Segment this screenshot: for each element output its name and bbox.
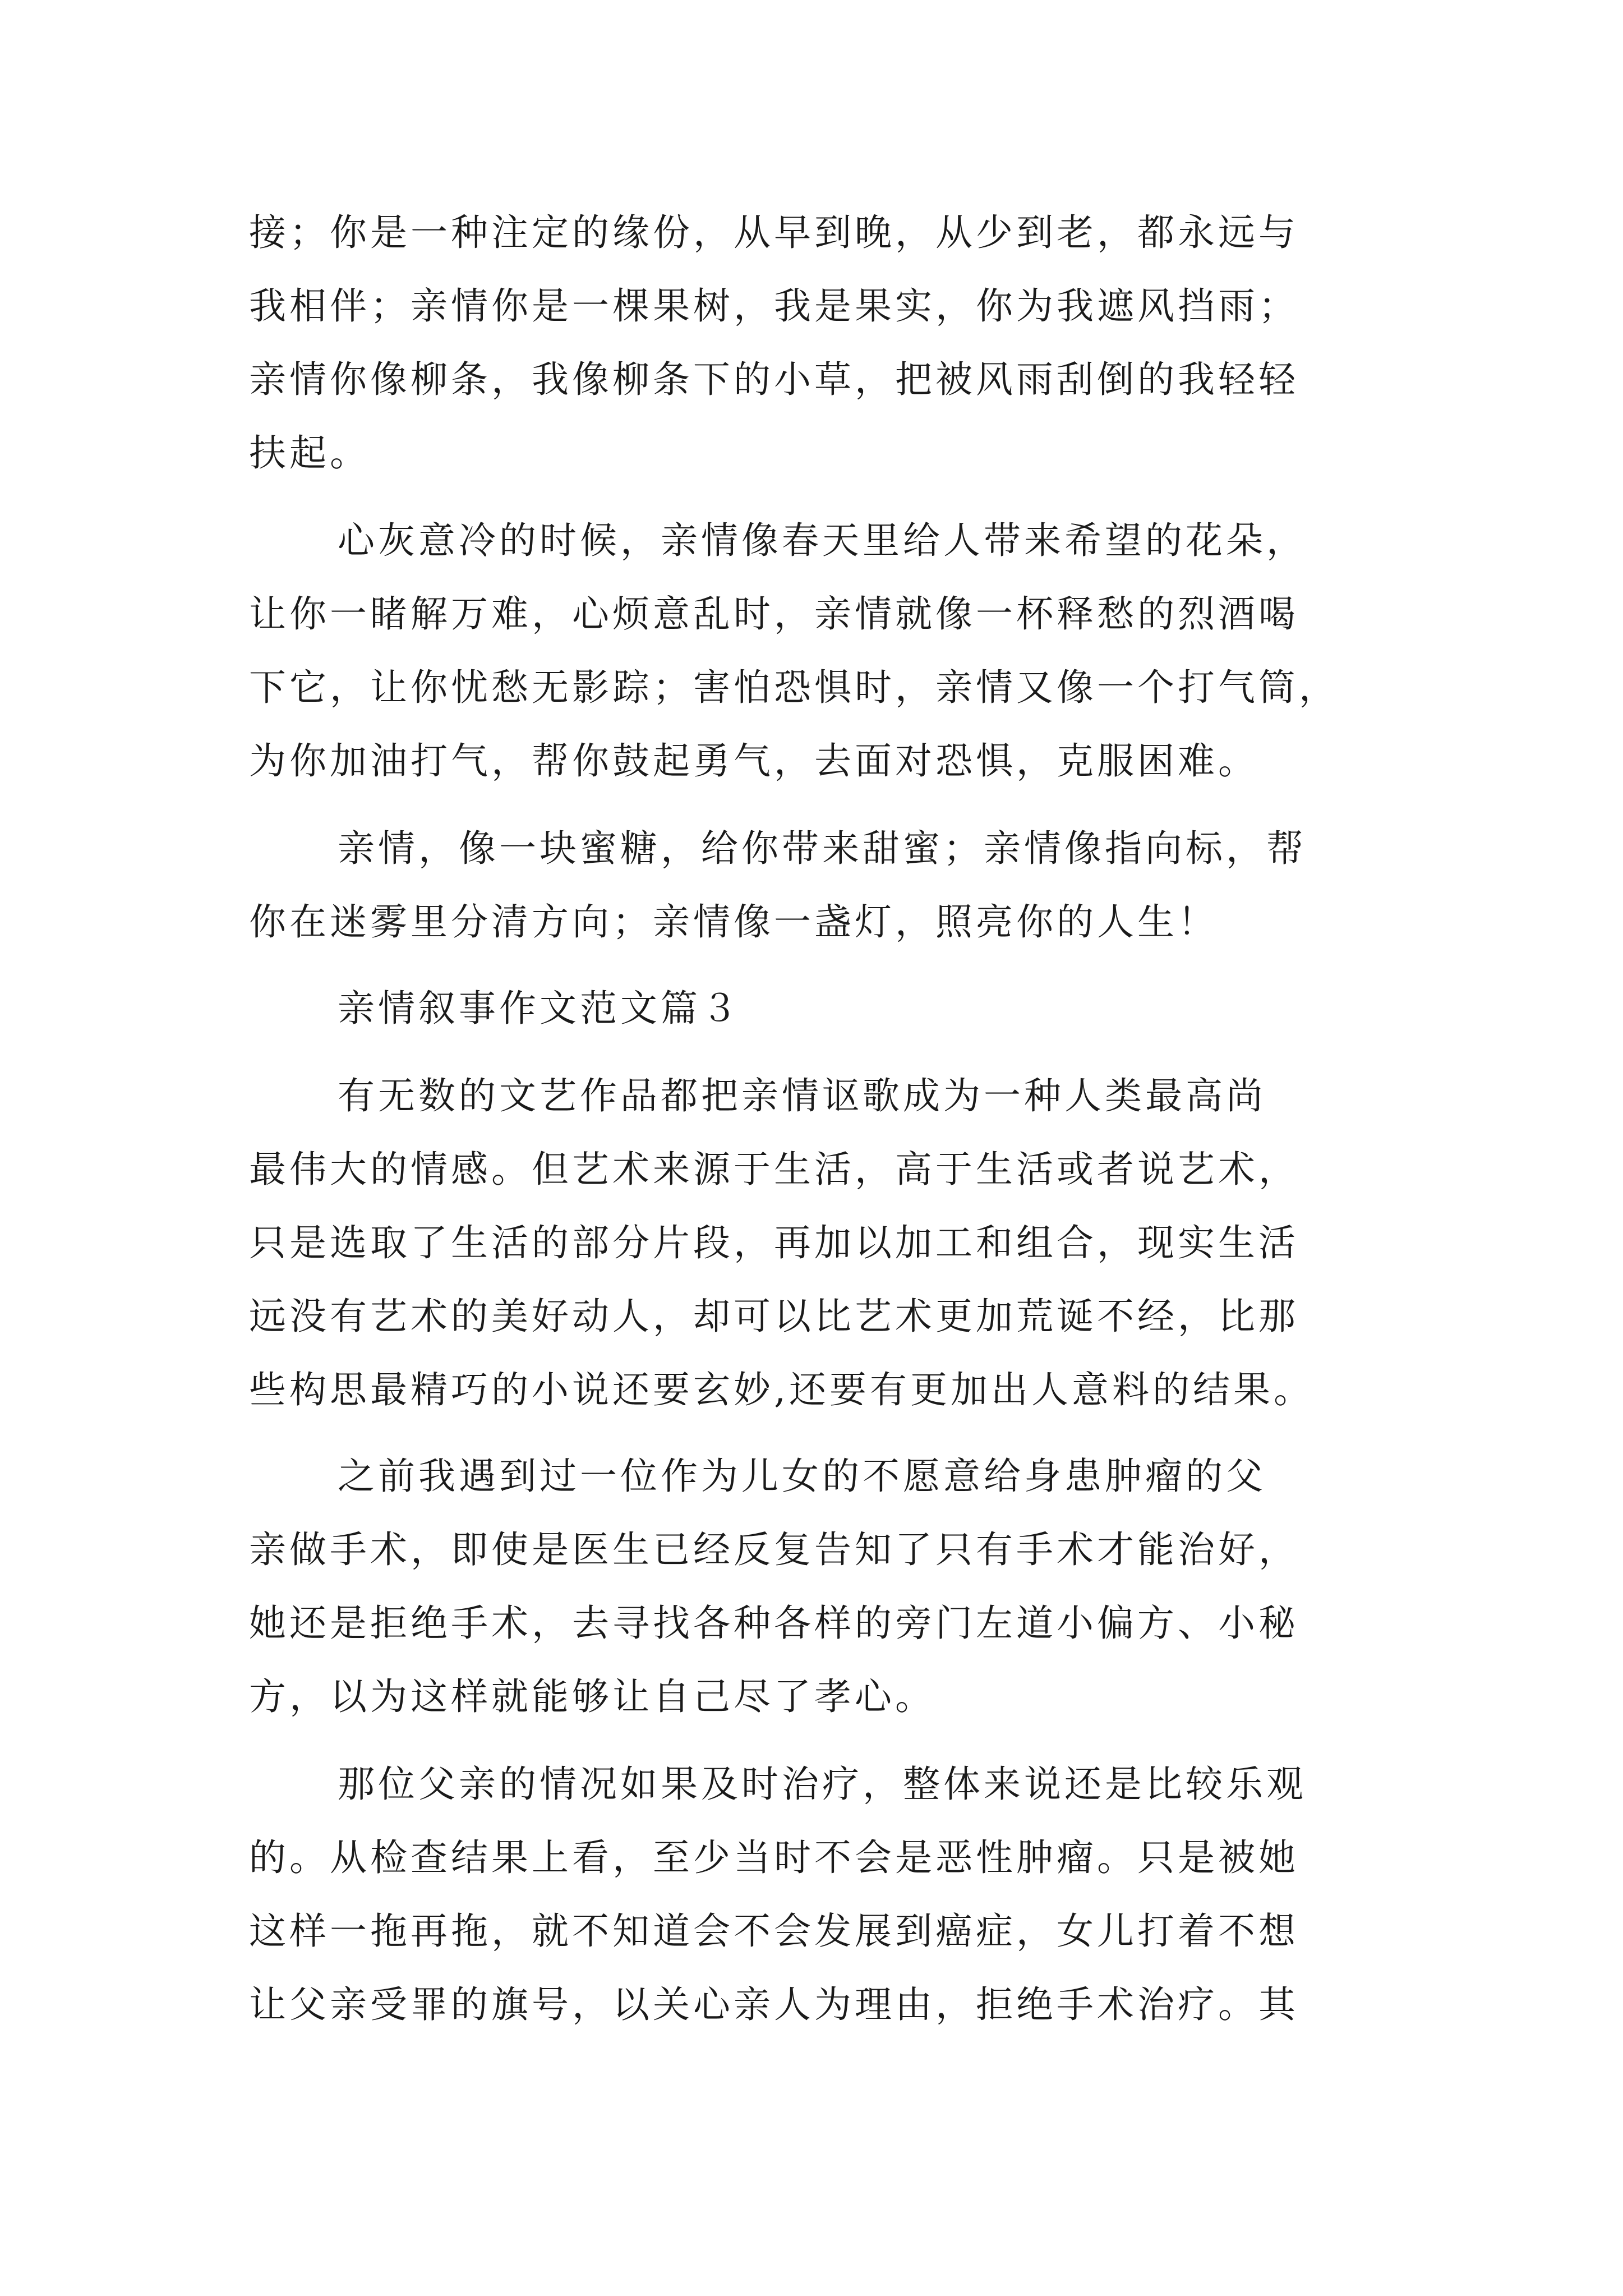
text-line: 最伟大的情感。但艺术来源于生活，高于生活或者说艺术， (249, 1148, 1299, 1191)
text-line: 接；你是一种注定的缘份，从早到晚，从少到老，都永远与 (249, 211, 1299, 254)
text-line: 方，以为这样就能够让自己尽了孝心。 (249, 1675, 935, 1718)
text-line: 有无数的文艺作品都把亲情讴歌成为一种人类最高尚 (338, 1074, 1266, 1117)
text-line: 心灰意冷的时候，亲情像春天里给人带来希望的花朵， (338, 519, 1307, 562)
text-line: 只是选取了生活的部分片段，再加以加工和组合，现实生活 (249, 1221, 1299, 1264)
text-line: 亲情，像一块蜜糖，给你带来甜蜜；亲情像指向标，帮 (338, 827, 1307, 870)
text-line: 你在迷雾里分清方向；亲情像一盏灯，照亮你的人生！ (249, 900, 1218, 944)
section-heading: 亲情叙事作文范文篇３ (338, 987, 741, 1030)
text-line: 之前我遇到过一位作为儿女的不愿意给身患肿瘤的父 (338, 1455, 1266, 1498)
text-line: 些构思最精巧的小说还要玄妙,还要有更加出人意料的结果。 (249, 1368, 1314, 1411)
text-line: 下它，让你忧愁无影踪；害怕恐惧时，亲情又像一个打气筒， (249, 666, 1339, 709)
text-line: 让你一睹解万难，心烦意乱时，亲情就像一杯释愁的烈酒喝 (249, 592, 1299, 636)
text-line: 让父亲受罪的旗号，以关心亲人为理由，拒绝手术治疗。其 (249, 1983, 1299, 2026)
text-line: 远没有艺术的美好动人，却可以比艺术更加荒诞不经，比那 (249, 1295, 1299, 1338)
text-line: 这样一拖再拖，就不知道会不会发展到癌症，女儿打着不想 (249, 1910, 1299, 1953)
text-line: 亲做手术，即使是医生已经反复告知了只有手术才能治好， (249, 1528, 1299, 1571)
text-line: 亲情你像柳条，我像柳条下的小草，把被风雨刮倒的我轻轻 (249, 358, 1299, 401)
text-line: 扶起。 (249, 431, 370, 475)
text-line: 为你加油打气，帮你鼓起勇气，去面对恐惧，克服困难。 (249, 739, 1258, 783)
text-line: 那位父亲的情况如果及时治疗，整体来说还是比较乐观 (338, 1763, 1307, 1806)
text-line: 的。从检查结果上看，至少当时不会是恶性肿瘤。只是被她 (249, 1836, 1299, 1879)
text-line: 我相伴；亲情你是一棵果树，我是果实，你为我遮风挡雨； (249, 284, 1299, 328)
text-line: 她还是拒绝手术，去寻找各种各样的旁门左道小偏方、小秘 (249, 1602, 1299, 1645)
